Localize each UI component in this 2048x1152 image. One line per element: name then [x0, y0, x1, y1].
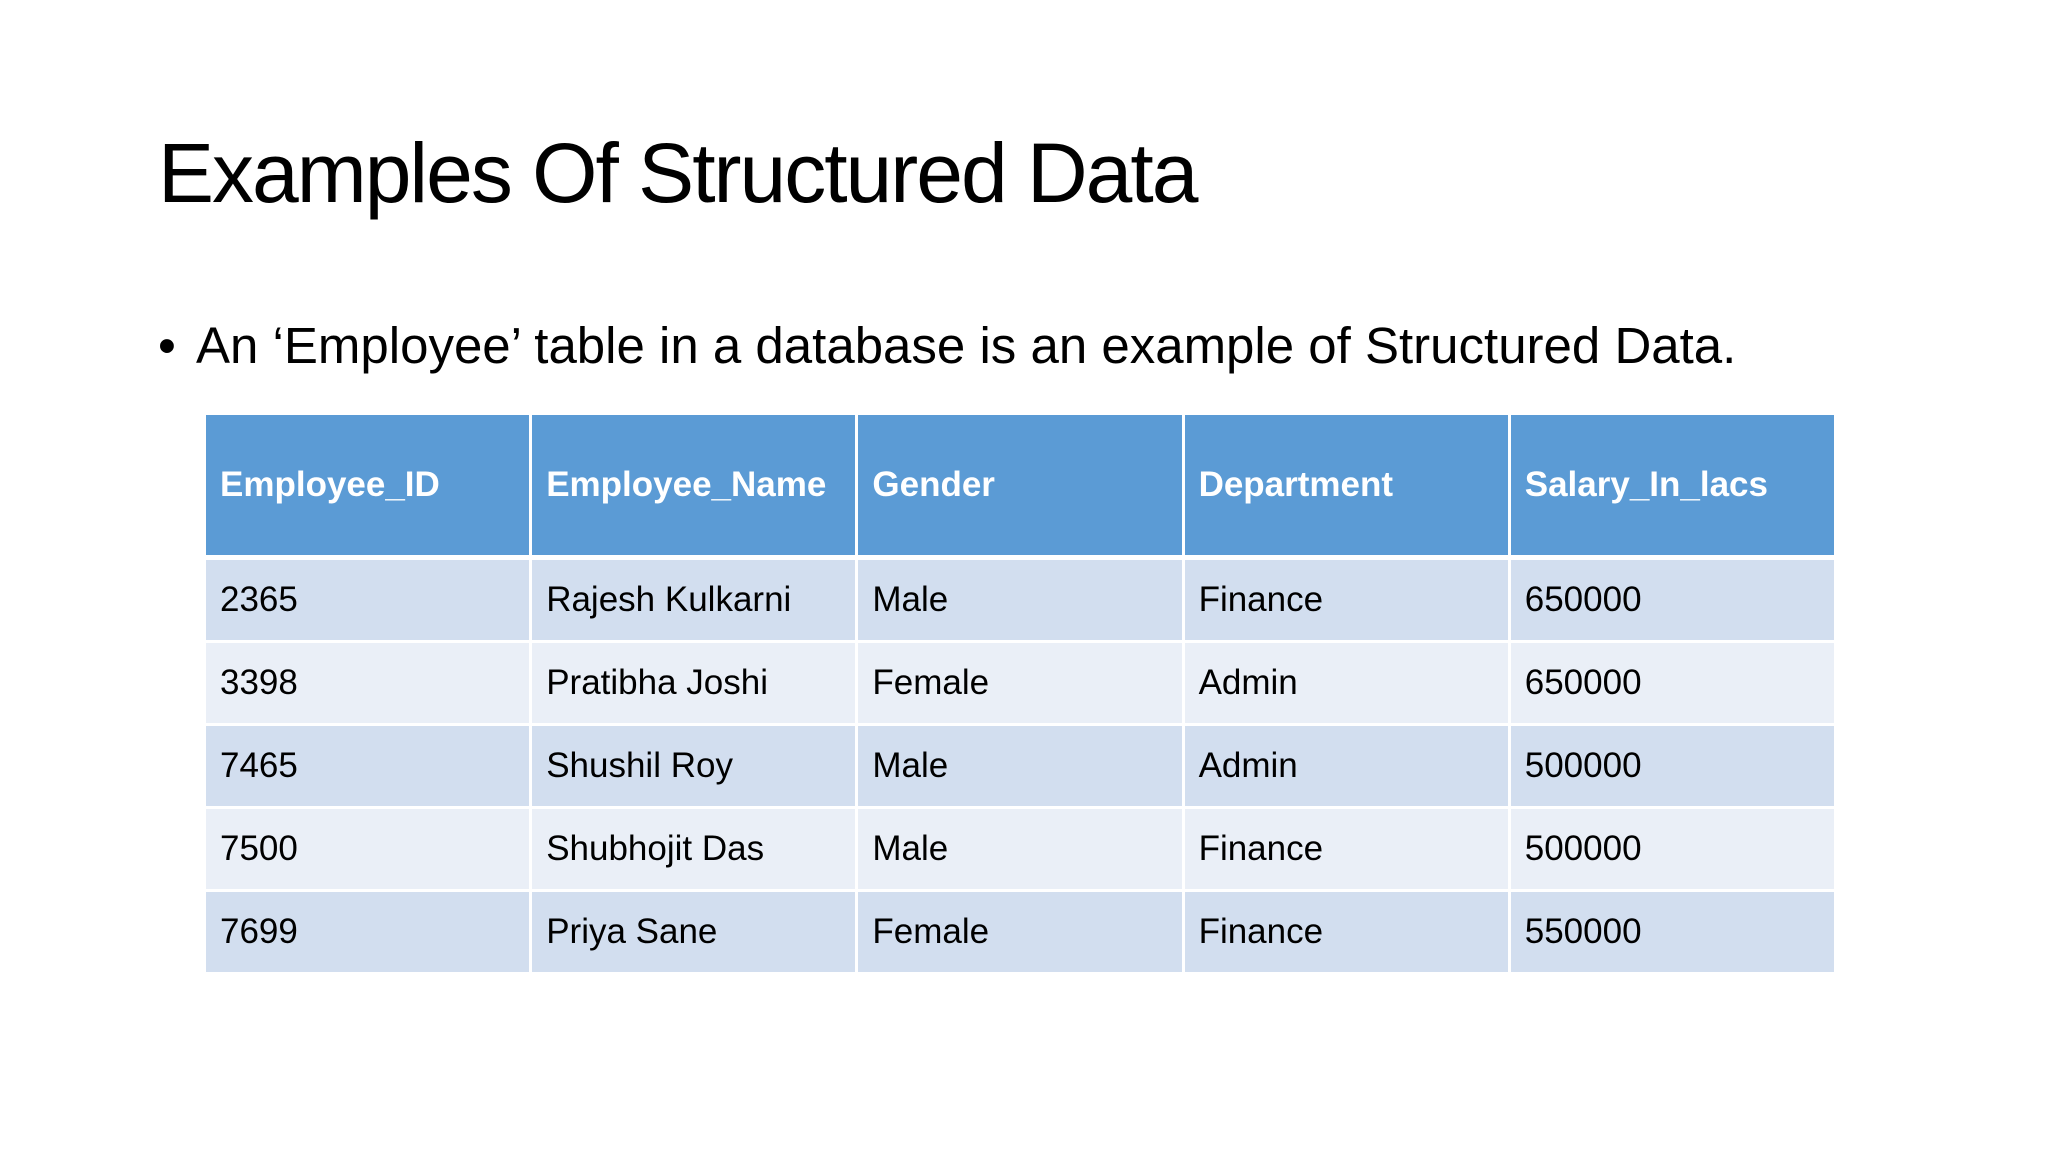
cell-employee-id: 3398 [205, 642, 531, 725]
cell-salary: 650000 [1509, 558, 1835, 642]
cell-salary: 550000 [1509, 891, 1835, 974]
bullet-marker: • [158, 317, 176, 374]
cell-gender: Female [857, 891, 1183, 974]
employee-table-container [203, 412, 1837, 975]
cell-employee-id: 7465 [205, 725, 531, 808]
cell-employee-name: Priya Sane [531, 891, 857, 974]
bullet-text: An ‘Employee’ table in a database is an example of Structured Data. [196, 317, 1737, 374]
cell-gender: Male [857, 558, 1183, 642]
cell-department: Admin [1183, 725, 1509, 808]
cell-department: Admin [1183, 642, 1509, 725]
table-row [205, 891, 1836, 974]
table-row [205, 808, 1836, 891]
cell-department: Finance [1183, 891, 1509, 974]
cell-department: Finance [1183, 558, 1509, 642]
header-department: Department [1183, 414, 1509, 558]
header-gender: Gender [857, 414, 1183, 558]
slide-title: Examples Of Structured Data [158, 126, 1197, 220]
cell-employee-id: 2365 [205, 558, 531, 642]
cell-salary: 500000 [1509, 725, 1835, 808]
table-row [205, 725, 1836, 808]
header-employee-id: Employee_ID [205, 414, 531, 558]
cell-gender: Male [857, 725, 1183, 808]
bullet-point [158, 312, 1736, 380]
cell-department: Finance [1183, 808, 1509, 891]
cell-employee-name: Rajesh Kulkarni [531, 558, 857, 642]
header-salary: Salary_In_lacs [1509, 414, 1835, 558]
cell-salary: 500000 [1509, 808, 1835, 891]
cell-employee-name: Shushil Roy [531, 725, 857, 808]
table-row [205, 642, 1836, 725]
cell-employee-id: 7500 [205, 808, 531, 891]
cell-gender: Male [857, 808, 1183, 891]
employee-table [203, 412, 1837, 975]
cell-employee-id: 7699 [205, 891, 531, 974]
header-employee-name: Employee_Name [531, 414, 857, 558]
table-row [205, 558, 1836, 642]
cell-gender: Female [857, 642, 1183, 725]
cell-salary: 650000 [1509, 642, 1835, 725]
cell-employee-name: Pratibha Joshi [531, 642, 857, 725]
table-header-row [205, 414, 1836, 558]
cell-employee-name: Shubhojit Das [531, 808, 857, 891]
